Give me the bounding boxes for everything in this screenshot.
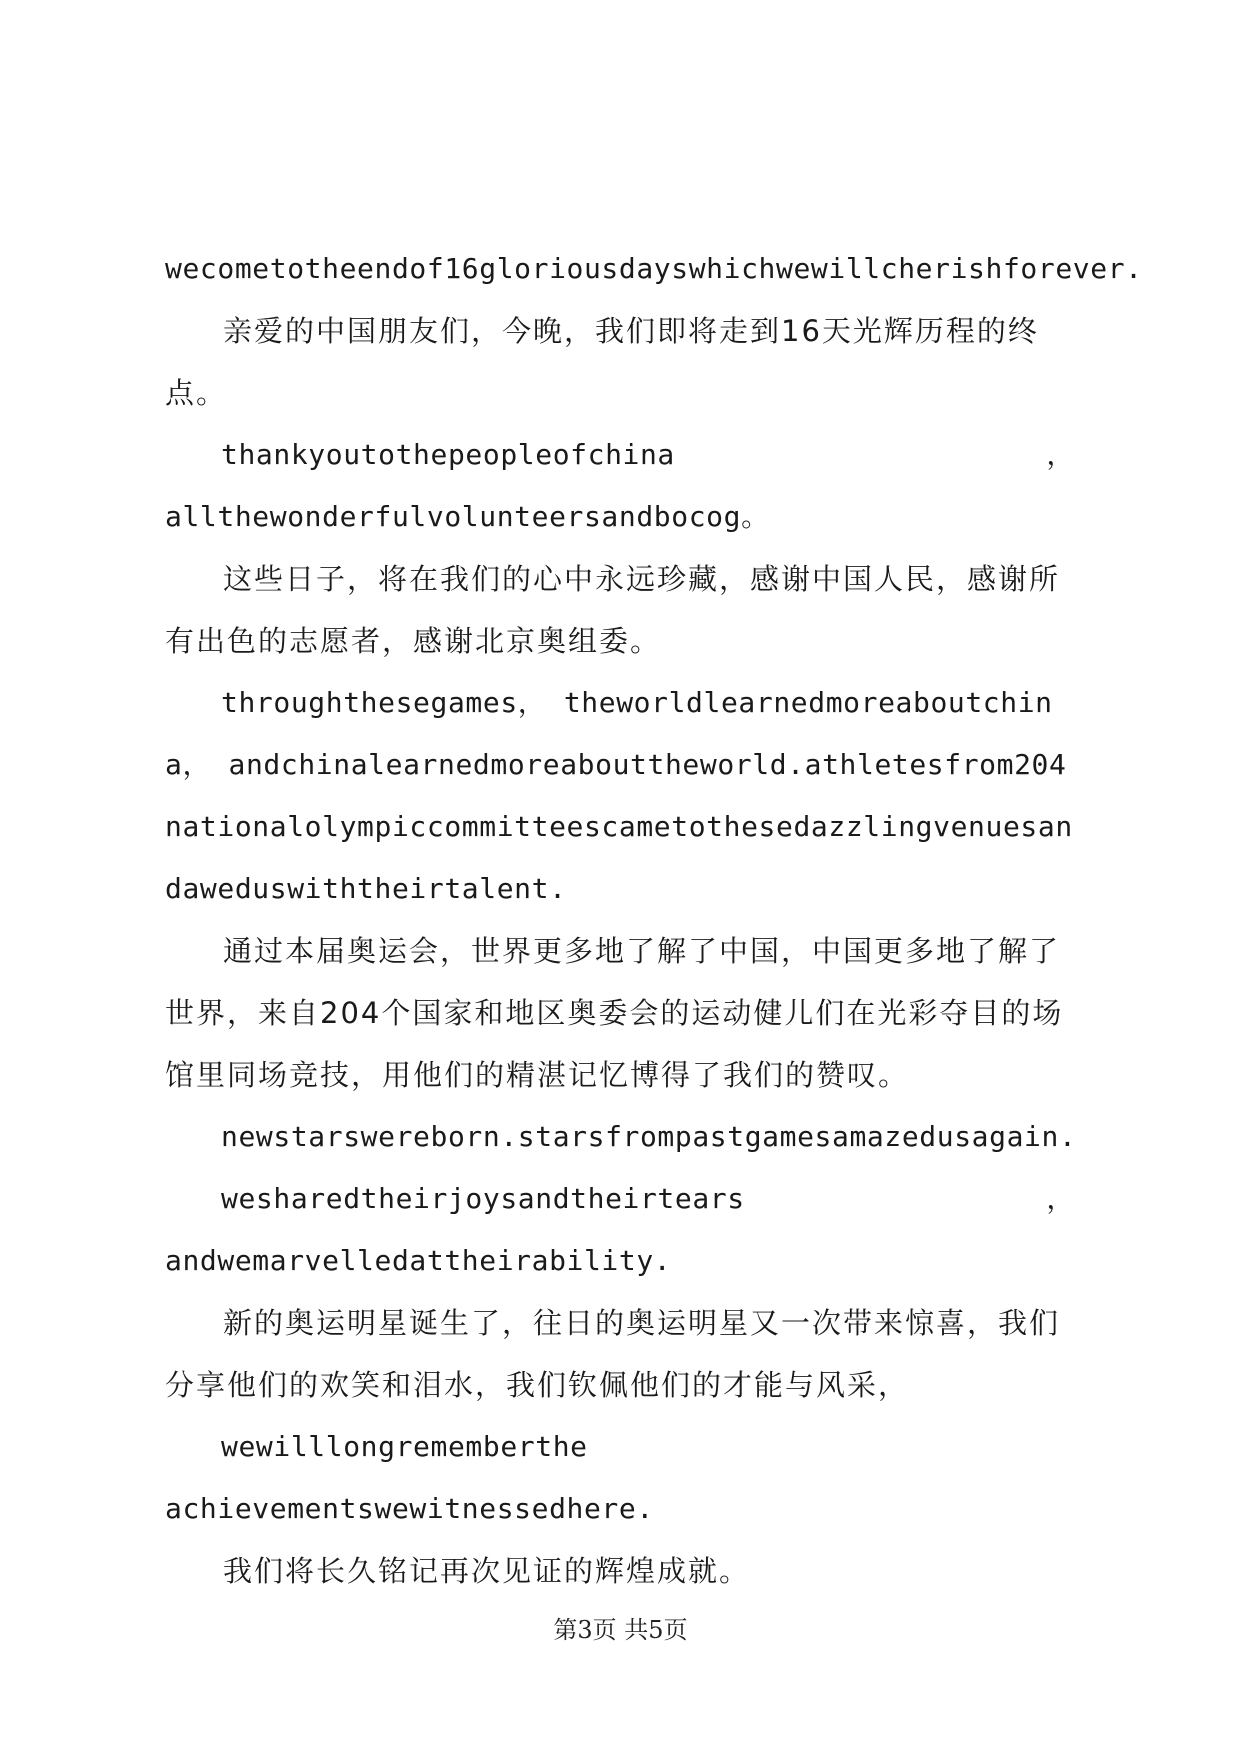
paragraph-english-2-comma: ，	[1046, 438, 1075, 471]
document-body	[165, 238, 1143, 1602]
paragraph-english-5-line-1	[165, 1168, 1075, 1230]
paragraph-english-6: wewilllongrememberthe achievementswewitnessedhere.	[165, 1430, 654, 1525]
paragraph-chinese-2: 这些日子，将在我们的心中永远珍藏，感谢中国人民，感谢所有出色的志愿者，感谢北京奥组委。	[165, 562, 1061, 658]
paragraph-english-5-line-2: andwemarvelledattheirability.	[165, 1244, 672, 1277]
paragraph-chinese-1: 亲爱的中国朋友们，今晚，我们即将走到16天光辉历程的终点。	[165, 314, 1039, 410]
paragraph-english-3: throughthesegames， theworldlearnedmoreaboutchina， andchinalearnedmoreabouttheworld.athletesfrom204nationalolympiccommitteescametothesedazzlingvenuesandaweduswiththeirtalent.	[165, 686, 1073, 905]
paragraph-english-2-line-2: allthewonderfulvolunteersandbocog。	[165, 500, 770, 533]
paragraph-english-2	[165, 424, 1075, 548]
paragraph-chinese-3: 通过本届奥运会，世界更多地了解了中国，中国更多地了解了世界，来自204个国家和地区奥委会的运动健儿们在光彩夺目的场馆里同场竞技，用他们的精湛记忆博得了我们的赞叹。	[165, 934, 1064, 1092]
paragraph-english-5	[165, 1168, 1075, 1292]
paragraph-chinese-5: 我们将长久铭记再次见证的辉煌成就。	[223, 1554, 751, 1588]
page-footer: 第3页 共5页	[553, 1616, 688, 1644]
paragraph-english-2-line-1	[165, 424, 1075, 486]
paragraph-english-5-text: wesharedtheirjoysandtheirtears	[221, 1182, 745, 1215]
paragraph-english-4: newstarswereborn.starsfrompastgamesamazedusagain.	[221, 1120, 1077, 1153]
paragraph-chinese-4: 新的奥运明星诞生了，往日的奥运明星又一次带来惊喜，我们分享他们的欢笑和泪水，我们钦佩他们的才能与风采，	[165, 1306, 1061, 1402]
paragraph-english-5-comma: ，	[1046, 1182, 1075, 1215]
paragraph-english-2-text: thankyoutothepeopleofchina	[221, 438, 675, 471]
paragraph-english-1: wecometotheendof16gloriousdayswhichwewillcherishforever.	[165, 252, 1143, 285]
